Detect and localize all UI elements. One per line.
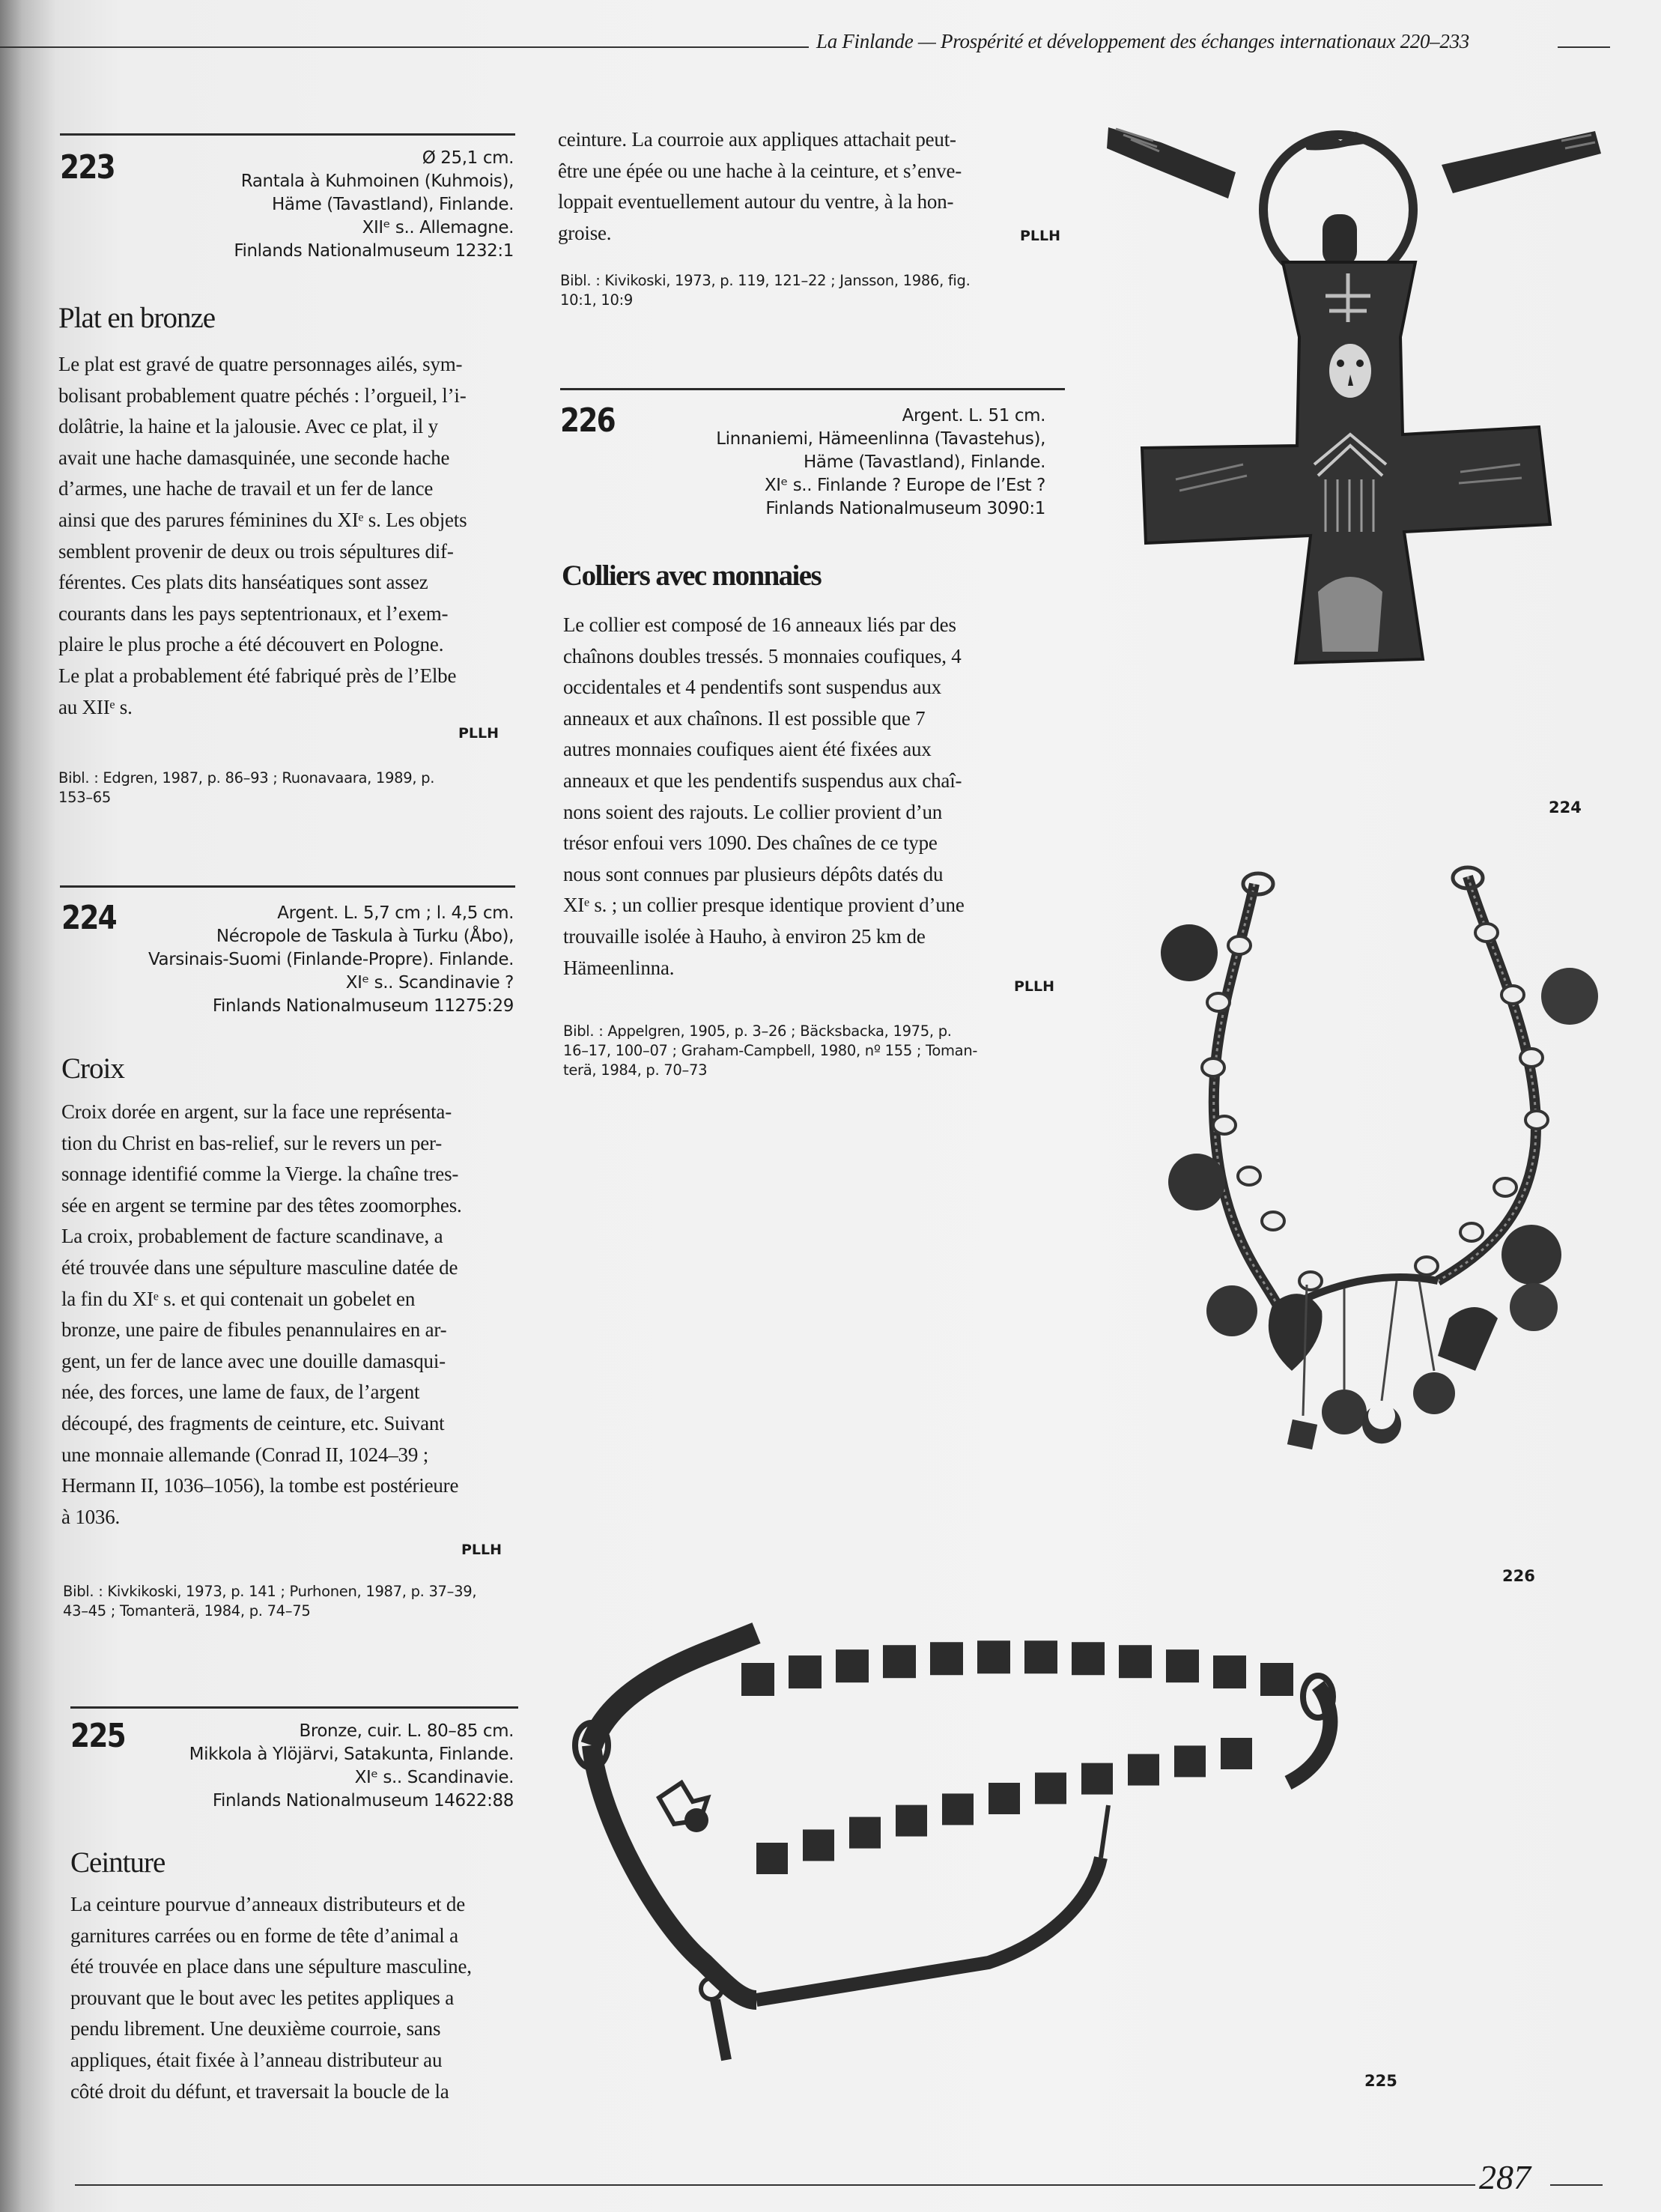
entry-rule (60, 133, 515, 136)
meta-line: Linnaniemi, Hämeenlinna (Tavastehus), (716, 429, 1045, 449)
meta-line: Nécropole de Taskula à Turku (Åbo), (216, 927, 514, 946)
body-line: une monnaie allemande (Conrad II, 1024–39 ; (61, 1443, 429, 1466)
meta-line: Finlands Nationalmuseum 1232:1 (234, 241, 514, 261)
belt-strap-icon (575, 1633, 1333, 2060)
figure-label-225: 225 (1364, 2072, 1397, 2090)
body-line: pendu librement. Une deuxième courroie, sans (70, 2017, 441, 2040)
body-line: nons soient des rajouts. Le collier provient d’un (563, 800, 943, 823)
entry-rule (60, 885, 515, 888)
body-line: la fin du XIᵉ s. et qui contenait un gobelet en (61, 1287, 416, 1310)
bibl-line: terä, 1984, p. 70–73 (563, 1061, 708, 1079)
body-line: à 1036. (61, 1505, 121, 1528)
body-line: Hämeenlinna. (563, 956, 675, 979)
body-line: groise. (558, 221, 612, 244)
meta-line: XIᵉ s.. Scandinavie ? (345, 973, 514, 993)
belt-applique (741, 1663, 774, 1696)
bibliography (563, 1022, 977, 1080)
footer-rule-left (75, 2184, 1475, 2186)
entry-rule (70, 1706, 518, 1709)
belt-applique-icon (756, 1738, 1252, 1874)
page-number: 287 (1479, 2158, 1531, 2196)
body-line: côté droit du défunt, et traversait la boucle de la (70, 2079, 449, 2103)
body-line: Hermann II, 1036–1056), la tombe est postérieure (61, 1474, 459, 1497)
meta-line: XIᵉ s.. Scandinavie. (354, 1768, 514, 1787)
body-line: garnitures carrées ou en forme de tête d’animal a (70, 1924, 458, 1947)
cross-icon (1142, 262, 1550, 663)
entry-meta (148, 902, 514, 1018)
header-rule-left (0, 46, 809, 48)
body-line: découpé, des fragments de ceinture, etc. Suivant (61, 1411, 445, 1434)
entry-title: Plat en bronze (58, 302, 216, 334)
body-line: chaînons doubles tressés. 5 monnaies coufiques, 4 (563, 644, 962, 667)
belt-applique (1260, 1663, 1293, 1696)
entry-body (563, 610, 965, 984)
entry-body-continued (558, 124, 962, 249)
footer-rule-right (1550, 2184, 1603, 2186)
bibl-line: Bibl. : Kivkikoski, 1973, p. 141 ; Purhonen, 1987, p. 37–39, (63, 1583, 477, 1600)
meta-line: Finlands Nationalmuseum 3090:1 (765, 499, 1045, 518)
entry-number: 223 (60, 148, 115, 187)
body-line: trouvaille isolée à Hauho, à environ 25 km de (563, 924, 926, 948)
body-line: sée en argent se termine par des têtes zoomorphes. (61, 1193, 462, 1216)
cross-pendant-photo (1101, 112, 1661, 831)
body-line: bolisant probablement quatre péchés : l’orgueil, l’i- (58, 384, 467, 407)
body-line: gent, un fer de lance avec une douille damasqui- (61, 1349, 446, 1372)
body-line: être une épée ou une hache à la ceinture, et s’enve- (558, 159, 962, 182)
author-initials: PLLH (1020, 228, 1061, 244)
bibl-line: 10:1, 10:9 (560, 291, 633, 309)
entry-meta (234, 147, 514, 263)
running-header (0, 16, 1661, 61)
pendant-loop-icon (1323, 214, 1357, 267)
meta-line: Finlands Nationalmuseum 14622:88 (212, 1791, 514, 1810)
meta-line: Mikkola à Ylöjärvi, Satakunta, Finlande. (189, 1745, 514, 1764)
entry-title: Ceinture (70, 1846, 166, 1879)
entry-number: 225 (70, 1717, 125, 1755)
body-line: tion du Christ en bas-relief, sur le revers un per- (61, 1131, 443, 1154)
figure-label-224: 224 (1549, 799, 1582, 816)
bibliography (58, 769, 434, 807)
entry-body (61, 1097, 462, 1533)
body-line: dolâtrie, la haine et la jalousie. Avec ce plat, il y (58, 415, 438, 438)
bibliography (63, 1582, 476, 1621)
body-line: loppait eventuellement autour du ventre, à la hon- (558, 190, 954, 213)
entry-title: Croix (61, 1052, 124, 1085)
meta-line: Rantala à Kuhmoinen (Kuhmois), (240, 172, 514, 191)
entry-meta (189, 1720, 514, 1813)
entry-body (70, 1889, 472, 2107)
body-line: avait une hache damasquinée, une seconde hache (58, 446, 450, 469)
body-line: ainsi que des parures féminines du XIᵉ s. Les objets (58, 508, 467, 531)
belt-applique (803, 1829, 834, 1861)
body-line: Le plat a probablement été fabriqué près de l’Elbe (58, 664, 457, 687)
belt-applique (989, 1783, 1020, 1814)
body-line: anneaux et aux chaînons. Il est possible que 7 (563, 706, 926, 730)
necklace-chain-icon (1202, 867, 1548, 1311)
body-line: ceinture. La courroie aux appliques attachait peut- (558, 128, 956, 151)
bibl-line: Bibl. : Edgren, 1987, p. 86–93 ; Ruonavaara, 1989, p. (58, 769, 435, 787)
header-rule-right (1558, 46, 1610, 48)
bibl-line: 43–45 ; Tomanterä, 1984, p. 74–75 (63, 1602, 311, 1619)
belt-applique (1128, 1754, 1159, 1786)
body-line: bronze, une paire de fibules penannulaires en ar- (61, 1318, 447, 1342)
body-line: Croix dorée en argent, sur la face une représenta- (61, 1100, 452, 1123)
bibl-line: 16–17, 100–07 ; Graham-Campbell, 1980, nº 155 ; Toman- (563, 1042, 978, 1059)
meta-line: Häme (Tavastland), Finlande. (804, 452, 1045, 472)
entry-number: 224 (61, 899, 116, 937)
belt-applique (836, 1649, 869, 1682)
body-line: été trouvée en place dans une sépulture masculine, (70, 1955, 472, 1978)
meta-line: Ø 25,1 cm. (422, 148, 514, 168)
body-line: été trouvée dans une sépulture masculine datée de (61, 1255, 458, 1279)
meta-line: Finlands Nationalmuseum 11275:29 (212, 996, 514, 1016)
meta-line: XIIᵉ s.. Allemagne. (362, 218, 514, 237)
belt-applique (1213, 1655, 1246, 1688)
belt-applique (883, 1645, 916, 1678)
body-line: trésor enfoui vers 1090. Des chaînes de ce type (563, 831, 938, 855)
meta-line: Bronze, cuir. L. 80–85 cm. (299, 1721, 514, 1741)
body-line: nous sont connues par plusieurs dépôts datés du (563, 862, 944, 885)
belt-applique-icon (741, 1640, 1293, 1696)
running-header-title: La Finlande — Prospérité et développement des échanges internationaux 220–233 (816, 30, 1469, 52)
body-line: occidentales et 4 pendentifs sont suspendus aux (563, 676, 941, 699)
belt-applique (896, 1805, 927, 1837)
meta-line: Argent. L. 51 cm. (902, 406, 1045, 425)
belt-applique (849, 1817, 881, 1849)
belt-applique (789, 1655, 822, 1688)
belt-applique (977, 1640, 1010, 1673)
entry-body (58, 349, 467, 723)
meta-line: Varsinais-Suomi (Finlande-Propre). Finlande. (148, 950, 514, 969)
body-line: La ceinture pourvue d’anneaux distributeurs et de (70, 1893, 465, 1915)
belt-applique (1174, 1745, 1206, 1777)
chain-right-icon (1442, 131, 1601, 193)
body-line: anneaux et que les pendentifs suspendus aux chaî- (563, 769, 962, 792)
entry-title: Colliers avec monnaies (562, 560, 822, 592)
body-line: autres monnaies coufiques aient été fixées aux (563, 738, 932, 761)
chain-left-icon (1107, 127, 1236, 199)
belt-applique (1221, 1738, 1252, 1769)
body-line: Le collier est composé de 16 anneaux liés par des (563, 613, 956, 636)
body-line: férentes. Ces plats dits hanséatiques sont assez (58, 571, 428, 594)
body-line: prouvant que le bout avec les petites appliques a (70, 1986, 455, 2009)
body-line: appliques, était fixée à l’anneau distributeur au (70, 2048, 443, 2071)
animal-head-terminal-icon (659, 1783, 708, 1832)
entry-rule (560, 388, 1065, 390)
body-line: d’armes, une hache de travail et un fer de lance (58, 477, 434, 500)
author-initials: PLLH (1014, 978, 1055, 995)
bibl-line: Bibl. : Kivikoski, 1973, p. 119, 121–22 ; Jansson, 1986, fig. (560, 272, 971, 289)
belt-applique (756, 1843, 788, 1874)
bibliography (560, 271, 971, 310)
belt-applique (1024, 1640, 1057, 1673)
body-line: sonnage identifié comme la Vierge. la chaîne tres- (61, 1163, 459, 1186)
body-line: XIᵉ s. ; un collier presque identique provient d’une (563, 894, 965, 917)
belt-applique (1081, 1763, 1113, 1795)
body-line: La croix, probablement de facture scandinave, a (61, 1225, 443, 1248)
pendant-icon (1269, 1281, 1498, 1449)
body-line: née, des forces, une lame de faux, de l’argent (61, 1381, 420, 1404)
meta-line: XIᵉ s.. Finlande ? Europe de l’Est ? (764, 476, 1045, 495)
belt-applique (1119, 1645, 1152, 1678)
belt-applique (1166, 1649, 1199, 1682)
entry-meta (716, 404, 1045, 521)
meta-line: Häme (Tavastland), Finlande. (272, 195, 514, 214)
coin-necklace-photo (1153, 861, 1648, 1581)
meta-line: Argent. L. 5,7 cm ; l. 4,5 cm. (277, 903, 514, 923)
bibl-line: Bibl. : Appelgren, 1905, p. 3–26 ; Bäcksbacka, 1975, p. (563, 1022, 952, 1040)
body-line: au XIIᵉ s. (58, 695, 133, 718)
body-line: semblent provenir de deux ou trois sépultures dif- (58, 539, 454, 563)
body-line: courants dans les pays septentrionaux, et l’exem- (58, 602, 449, 625)
author-initials: PLLH (461, 1542, 502, 1558)
body-line: Le plat est gravé de quatre personnages ailés, sym- (58, 353, 463, 375)
belt-applique (930, 1642, 963, 1675)
belt-applique (1035, 1772, 1066, 1804)
body-line: plaire le plus proche a été découvert en Pologne. (58, 633, 444, 656)
belt-applique (1072, 1642, 1105, 1675)
entry-number: 226 (560, 402, 615, 440)
figure-label-226: 226 (1502, 1567, 1535, 1585)
belt-applique (942, 1793, 974, 1825)
bibl-line: 153–65 (58, 789, 111, 806)
belt-photo (569, 1610, 1468, 2090)
author-initials: PLLH (458, 725, 499, 742)
